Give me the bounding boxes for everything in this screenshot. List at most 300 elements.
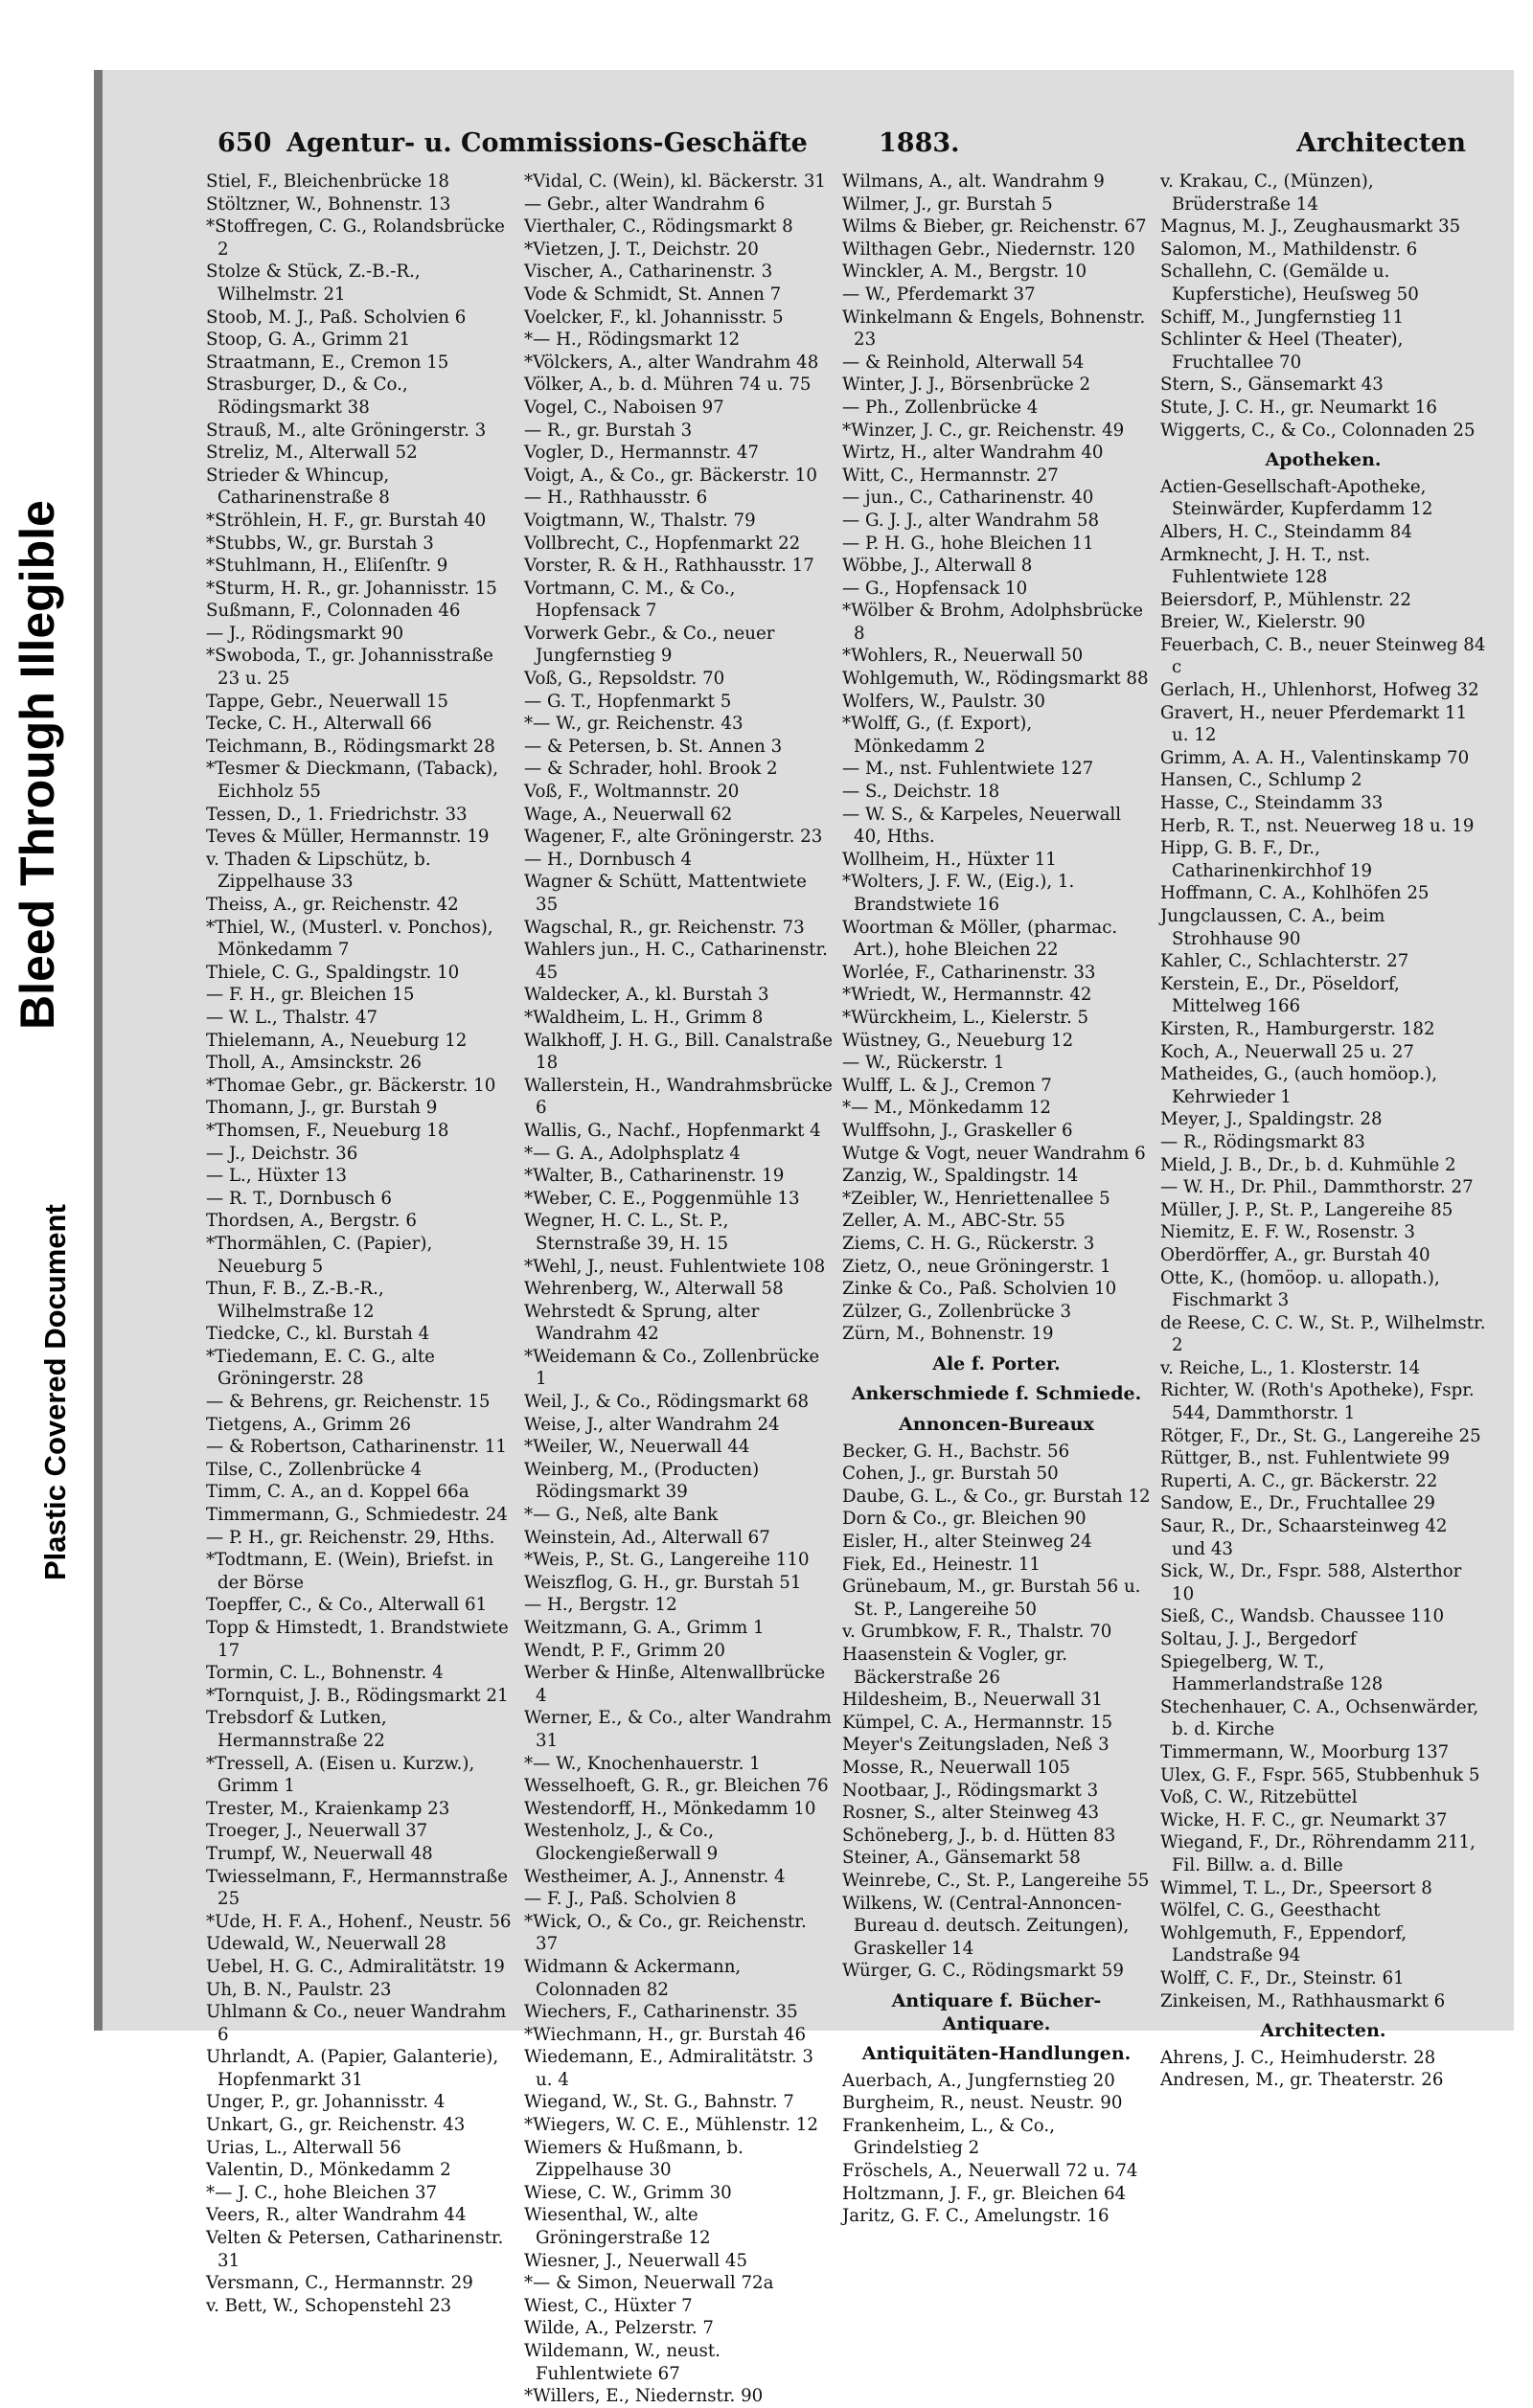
directory-entry: Sick, W., Dr., Fspr. 588, Alsterthor 10 — [1160, 1561, 1462, 1604]
directory-entry: Hipp, G. B. F., Dr., Catharinenkirchhof 19 — [1160, 838, 1373, 881]
directory-entry: Tecke, C. H., Alterwall 66 — [206, 714, 432, 735]
directory-entry: — W., Rückerstr. 1 — [842, 1053, 1005, 1074]
directory-entry: Stiel, F., Bleichenbrücke 18 — [206, 171, 449, 192]
directory-entry: — M., nst. Fuhlentwiete 127 — [842, 759, 1094, 780]
directory-entry: Teichmann, B., Rödingsmarkt 28 — [206, 736, 495, 757]
directory-entry: Oberdörffer, A., gr. Burstah 40 — [1160, 1244, 1430, 1265]
directory-entry: Frankenheim, L., & Co., Grindelstieg 2 — [842, 2115, 1055, 2159]
directory-entry: *Wick, O., & Co., gr. Reichenstr. 37 — [524, 1911, 807, 1955]
directory-entry: *Weiler, W., Neuerwall 44 — [524, 1437, 750, 1458]
directory-entry: — & Behrens, gr. Reichenstr. 15 — [206, 1392, 491, 1413]
directory-entry: Vode & Schmidt, St. Annen 7 — [524, 284, 782, 305]
directory-entry: Otte, K., (homöop. u. allopath.), Fischmarkt 3 — [1160, 1267, 1440, 1311]
directory-entry: Wildemann, W., neust. Fuhlentwiete 67 — [524, 2341, 721, 2384]
directory-entry: Stoop, G. A., Grimm 21 — [206, 329, 411, 351]
directory-entry: *— G. A., Adolphsplatz 4 — [524, 1143, 741, 1164]
directory-entry: Grimm, A. A. H., Valentinskamp 70 — [1160, 747, 1470, 768]
directory-entry: Wiest, C., Hüxter 7 — [524, 2295, 693, 2316]
directory-entry: *Wolters, J. F. W., (Eig.), 1. Brandstwiete 16 — [842, 872, 1075, 915]
directory-entry: *Wiechmann, H., gr. Burstah 46 — [524, 2024, 807, 2045]
running-title: Agentur- u. Commissions-Geschäfte — [286, 128, 808, 158]
directory-entry: *— W., gr. Reichenstr. 43 — [524, 714, 744, 735]
directory-entry: Unger, P., gr. Johannisstr. 4 — [206, 2092, 446, 2113]
directory-entry: — P. H. G., hohe Bleichen 11 — [842, 533, 1094, 554]
section-heading: Antiquare f. Bücher-Antiquare. — [891, 1989, 1102, 2034]
directory-entry: — F. H., gr. Bleichen 15 — [206, 985, 415, 1006]
directory-entry: Zürn, M., Bohnenstr. 19 — [842, 1324, 1054, 1345]
directory-entry: Voß, F., Woltmannstr. 20 — [524, 782, 740, 803]
directory-entry: Jaritz, G. F. C., Amelungstr. 16 — [842, 2206, 1110, 2227]
directory-entry: Voigt, A., & Co., gr. Bäckerstr. 10 — [524, 465, 817, 486]
directory-entry: Sußmann, F., Colonnaden 46 — [206, 601, 461, 622]
directory-entry: Hildesheim, B., Neuerwall 31 — [842, 1690, 1103, 1711]
directory-entry: Witt, C., Hermannstr. 27 — [842, 465, 1059, 486]
section-heading: Apotheken. — [1265, 449, 1382, 471]
directory-entry: Wilthagen Gebr., Niedernstr. 120 — [842, 239, 1135, 260]
directory-entry: Wulffsohn, J., Graskeller 6 — [842, 1120, 1073, 1141]
directory-entry: Streliz, M., Alterwall 52 — [206, 443, 418, 464]
directory-entry: Wulff, L. & J., Cremon 7 — [842, 1075, 1052, 1096]
directory-entry: Westenholz, J., & Co., Glockengießerwall 9 — [524, 1821, 719, 1864]
directory-entry: Voigtmann, W., Thalstr. 79 — [524, 510, 756, 531]
directory-entry: Werber & Hinße, Altenwallbrücke 4 — [524, 1663, 826, 1706]
directory-entry: Jungclaussen, C. A., beim Strohhause 90 — [1160, 906, 1385, 949]
directory-entry: Tormin, C. L., Bohnenstr. 4 — [206, 1663, 444, 1684]
directory-entry: Wiese, C. W., Grimm 30 — [524, 2182, 732, 2203]
directory-entry: — L., Hüxter 13 — [206, 1166, 347, 1187]
directory-entry: Spiegelberg, W. T., Hammerlandstraße 128 — [1160, 1651, 1384, 1695]
directory-entry: Hasse, C., Steindamm 33 — [1160, 793, 1384, 814]
directory-entry: *Weber, C. E., Poggenmühle 13 — [524, 1188, 800, 1209]
directory-page — [94, 70, 1514, 2407]
directory-entry: Strasburger, D., & Co., Rödingsmarkt 38 — [206, 375, 408, 418]
directory-entry: Meyer, J., Spaldingstr. 28 — [1160, 1109, 1383, 1130]
directory-entry: *— W., Knochenhauerstr. 1 — [524, 1753, 761, 1774]
directory-entry: Weiszflog, G. H., gr. Burstah 51 — [524, 1572, 802, 1593]
directory-entry: Dorn & Co., gr. Bleichen 90 — [842, 1509, 1087, 1530]
directory-entry: — R., Rödingsmarkt 83 — [1160, 1131, 1365, 1152]
directory-entry: Thordsen, A., Bergstr. 6 — [206, 1211, 417, 1232]
directory-entry: Veers, R., alter Wandrahm 44 — [206, 2205, 467, 2226]
directory-entry: — & Robertson, Catharinenstr. 11 — [206, 1437, 507, 1458]
section-heading: Ankerschmiede f. Schmiede. — [851, 1383, 1142, 1405]
directory-entry: Wilde, A., Pelzerstr. 7 — [524, 2318, 714, 2339]
directory-entry: — G. J. J., alter Wandrahm 58 — [842, 510, 1100, 531]
directory-entry: *Wiegers, W. C. E., Mühlenstr. 12 — [524, 2115, 818, 2136]
directory-entry: — J., Rödingsmarkt 90 — [206, 623, 404, 644]
directory-entry: — R., gr. Burstah 3 — [524, 420, 693, 441]
directory-entry: *Sturm, H. R., gr. Johannisstr. 15 — [206, 578, 497, 599]
directory-entry: Gravert, H., neuer Pferdemarkt 11 u. 12 — [1160, 702, 1468, 746]
directory-entry: Rötger, F., Dr., St. G., Langereihe 25 — [1160, 1425, 1481, 1446]
directory-entry: Burgheim, R., neust. Neustr. 90 — [842, 2093, 1123, 2114]
directory-entry: Vogel, C., Naboisen 97 — [524, 397, 724, 418]
directory-entry: Twiesselmann, F., Hermannstraße 25 — [206, 1866, 509, 1910]
column-2 — [524, 170, 833, 2408]
directory-entry: Wiegand, F., Dr., Röhrendamm 211, Fil. Billw. a. d. Bille — [1160, 1832, 1476, 1875]
directory-entry: *Thomae Gebr., gr. Bäckerstr. 10 — [206, 1075, 496, 1096]
directory-entry: Matheides, G., (auch homöop.), Kehrwieder 1 — [1160, 1064, 1438, 1107]
directory-entry: Rüttger, B., nst. Fuhlentwiete 99 — [1160, 1448, 1451, 1469]
directory-entry: — jun., C., Catharinenstr. 40 — [842, 488, 1094, 509]
directory-entry: Woortman & Möller, (pharmac. Art.), hohe Bleichen 22 — [842, 917, 1118, 961]
directory-entry: — S., Deichstr. 18 — [842, 782, 1000, 803]
directory-entry: Auerbach, A., Jungfernstieg 20 — [842, 2070, 1115, 2091]
directory-entry: Armknecht, J. H. T., nst. Fuhlentwiete 128 — [1160, 544, 1371, 588]
directory-entry: Thielemann, A., Neueburg 12 — [206, 1030, 468, 1051]
directory-entry: Stöltzner, W., Bohnenstr. 13 — [206, 193, 451, 215]
directory-entry: Topp & Himstedt, 1. Brandstwiete 17 — [206, 1618, 509, 1661]
directory-entry: — W. H., Dr. Phil., Dammthorstr. 27 — [1160, 1177, 1474, 1198]
directory-entry: *Ströhlein, H. F., gr. Burstah 40 — [206, 510, 487, 531]
directory-entry: Zülzer, G., Zollenbrücke 3 — [842, 1301, 1072, 1322]
directory-entry: Wallis, G., Nachf., Hopfenmarkt 4 — [524, 1120, 821, 1141]
directory-entry: Voß, G., Repsoldstr. 70 — [524, 669, 725, 690]
directory-entry: *Stuhlmann, H., Eliſenſtr. 9 — [206, 556, 448, 577]
directory-entry: Wirtz, H., alter Wandrahm 40 — [842, 443, 1104, 464]
directory-entry: Sieß, C., Wandsb. Chaussee 110 — [1160, 1606, 1445, 1627]
directory-entry: Unkart, G., gr. Reichenstr. 43 — [206, 2115, 466, 2136]
directory-entry: *Weis, P., St. G., Langereihe 110 — [524, 1550, 810, 1571]
directory-entry: *Tressell, A. (Eisen u. Kurzw.), Grimm 1 — [206, 1753, 475, 1797]
section-title: Architecten — [1296, 128, 1466, 158]
directory-entry: Zietz, O., neue Gröningerstr. 1 — [842, 1256, 1111, 1277]
directory-entry: Uhrlandt, A. (Papier, Galanterie), Hopfenmarkt 31 — [206, 2047, 499, 2090]
directory-entry: Waldecker, A., kl. Burstah 3 — [524, 985, 769, 1006]
directory-entry: Daube, G. L., & Co., gr. Burstah 12 — [842, 1486, 1151, 1507]
directory-entry: Weinberg, M., (Producten) Rödingsmarkt 39 — [524, 1459, 760, 1503]
section-heading: Ale f. Porter. — [932, 1352, 1061, 1374]
directory-entry: Wilkens, W. (Central-Annoncen-Bureau d. deutsch. Zeitungen), Graskeller 14 — [842, 1893, 1130, 1959]
directory-entry: v. Thaden & Lipschütz, b. Zippelhause 33 — [206, 849, 431, 893]
directory-entry: Ruperti, A. C., gr. Bäckerstr. 22 — [1160, 1470, 1438, 1491]
directory-entry: Toepffer, C., & Co., Alterwall 61 — [206, 1595, 488, 1616]
directory-entry: *— G., Neß, alte Bank — [524, 1505, 719, 1526]
directory-entry: Zanzig, W., Spaldingstr. 14 — [842, 1166, 1079, 1187]
directory-entry: Urias, L., Alterwall 56 — [206, 2137, 401, 2158]
directory-entry: Strauß, M., alte Gröningerstr. 3 — [206, 420, 487, 441]
directory-entry: *Vidal, C. (Wein), kl. Bäckerstr. 31 — [524, 171, 826, 192]
directory-entry: *Thiel, W., (Musterl. v. Ponchos), Mönkedamm 7 — [206, 917, 493, 961]
directory-entry: Wutge & Vogt, neuer Wandrahm 6 — [842, 1143, 1146, 1164]
directory-entry: — G., Hopfensack 10 — [842, 578, 1028, 599]
directory-entry: Winkelmann & Engels, Bohnenstr. 23 — [842, 307, 1146, 351]
directory-entry: Wiegand, W., St. G., Bahnstr. 7 — [524, 2092, 794, 2113]
directory-entry: *Thormählen, C. (Papier), Neueburg 5 — [206, 1233, 433, 1277]
year: 1883. — [879, 128, 960, 158]
directory-entry: Zinke & Co., Paß. Scholvien 10 — [842, 1279, 1117, 1300]
directory-entry: Ulex, G. F., Fspr. 565, Stubbenhuk 5 — [1160, 1764, 1480, 1785]
directory-entry: *Ude, H. F. A., Hohenf., Neustr. 56 — [206, 1911, 512, 1932]
directory-entry: Magnus, M. J., Zeughausmarkt 35 — [1160, 216, 1461, 238]
directory-entry: *— J. C., hohe Bleichen 37 — [206, 2182, 438, 2203]
directory-entry: Wilms & Bieber, gr. Reichenstr. 67 — [842, 216, 1147, 238]
directory-entry: Wollheim, H., Hüxter 11 — [842, 849, 1057, 870]
directory-entry: Hoffmann, C. A., Kohlhöfen 25 — [1160, 883, 1430, 904]
directory-entry: Trebsdorf & Lutken, Hermannstraße 22 — [206, 1708, 387, 1751]
directory-entry: Trester, M., Kraienkamp 23 — [206, 1798, 450, 1819]
plastic-covered-label: Plastic Covered Document — [38, 1204, 72, 1580]
directory-entry: *Zeibler, W., Henriettenallee 5 — [842, 1188, 1110, 1209]
scan-label-strip — [0, 0, 96, 2085]
column-1 — [206, 170, 515, 2317]
directory-entry: *Weidemann & Co., Zollenbrücke 1 — [524, 1346, 820, 1390]
directory-entry: Werner, E., & Co., alter Wandrahm 31 — [524, 1708, 832, 1751]
directory-entry: Thomann, J., gr. Burstah 9 — [206, 1098, 438, 1119]
directory-entry: v. Krakau, C., (Münzen), Brüderstraße 14 — [1160, 171, 1374, 215]
directory-entry: *Swoboda, T., gr. Johannisstraße 23 u. 25 — [206, 646, 493, 690]
directory-entry: *Tiedemann, E. C. G., alte Gröningerstr. 28 — [206, 1346, 435, 1390]
directory-entry: Trumpf, W., Neuerwall 48 — [206, 1843, 433, 1864]
directory-entry: Cohen, J., gr. Burstah 50 — [842, 1464, 1059, 1485]
directory-entry: Voß, C. W., Ritzebüttel — [1160, 1787, 1358, 1808]
directory-entry: Westheimer, A. J., Annenstr. 4 — [524, 1866, 786, 1887]
directory-entry: Fröschels, A., Neuerwall 72 u. 74 — [842, 2161, 1138, 2182]
directory-entry: Völker, A., b. d. Mühren 74 u. 75 — [524, 375, 812, 396]
directory-entry: Wagschal, R., gr. Reichenstr. 73 — [524, 917, 805, 938]
directory-entry: Vierthaler, C., Rödingsmarkt 8 — [524, 216, 793, 238]
directory-entry: Tholl, A., Amsinckstr. 26 — [206, 1053, 422, 1074]
directory-entry: Schlinter & Heel (Theater), Fruchtallee 70 — [1160, 329, 1404, 373]
directory-entry: Sandow, E., Dr., Fruchtallee 29 — [1160, 1493, 1435, 1514]
directory-entry: Beiersdorf, P., Mühlenstr. 22 — [1160, 589, 1411, 610]
directory-entry: Niemitz, E. F. W., Rosenstr. 3 — [1160, 1222, 1415, 1243]
directory-entry: Wimmel, T. L., Dr., Speersort 8 — [1160, 1877, 1432, 1898]
directory-entry: Tappe, Gebr., Neuerwall 15 — [206, 691, 448, 712]
directory-entry: Holtzmann, J. F., gr. Bleichen 64 — [842, 2183, 1127, 2204]
directory-entry: Tilse, C., Zollenbrücke 4 — [206, 1459, 423, 1480]
directory-entry: Wilmer, J., gr. Burstah 5 — [842, 193, 1053, 215]
directory-entry: Müller, J. P., St. P., Langereihe 85 — [1160, 1199, 1453, 1220]
directory-entry: Uhlmann & Co., neuer Wandrahm 6 — [206, 2002, 507, 2045]
directory-entry: *Willers, E., Niedernstr. 90 — [524, 2386, 764, 2407]
directory-entry: Gerlach, H., Uhlenhorst, Hofweg 32 — [1160, 680, 1479, 701]
directory-entry: *Wriedt, W., Hermannstr. 42 — [842, 985, 1092, 1006]
directory-entry: Wolff, C. F., Dr., Steinstr. 61 — [1160, 1967, 1405, 1988]
directory-entry: Grünebaum, M., gr. Burstah 56 u. St. P., Langereihe 50 — [842, 1577, 1141, 1620]
directory-entry: v. Reiche, L., 1. Klosterstr. 14 — [1160, 1357, 1421, 1378]
directory-entry: Wahlers jun., H. C., Catharinenstr. 45 — [524, 940, 828, 983]
directory-entry: Fiek, Ed., Heinestr. 11 — [842, 1554, 1041, 1575]
directory-entry: Wolfers, W., Paulstr. 30 — [842, 691, 1046, 712]
directory-entry: Timmermann, W., Moorburg 137 — [1160, 1741, 1450, 1762]
directory-entry: Nootbaar, J., Rödingsmarkt 3 — [842, 1780, 1099, 1801]
directory-entry: v. Bett, W., Schopenstehl 23 — [206, 2295, 452, 2316]
directory-entry: Wicke, H. F. C., gr. Neumarkt 37 — [1160, 1809, 1448, 1830]
directory-entry: Weinstein, Ad., Alterwall 67 — [524, 1527, 770, 1548]
section-heading: Antiquitäten-Handlungen. — [861, 2043, 1132, 2065]
directory-entry: Stern, S., Gänsemarkt 43 — [1160, 375, 1384, 396]
directory-entry: Tietgens, A., Grimm 26 — [206, 1414, 411, 1435]
directory-entry: Vorster, R. & H., Rathhausstr. 17 — [524, 556, 814, 577]
directory-entry: Thun, F. B., Z.-B.-R., Wilhelmstraße 12 — [206, 1279, 384, 1322]
directory-entry: — P. H., gr. Reichenstr. 29, Hths. — [206, 1527, 495, 1548]
directory-entry: Weinrebe, C., St. P., Langereihe 55 — [842, 1870, 1150, 1891]
directory-entry: Würger, G. C., Rödingsmarkt 59 — [842, 1961, 1124, 1982]
directory-entry: Weil, J., & Co., Rödingsmarkt 68 — [524, 1392, 810, 1413]
directory-entry: Teves & Müller, Hermannstr. 19 — [206, 827, 490, 848]
directory-entry: Mield, J. B., Dr., b. d. Kuhmühle 2 — [1160, 1154, 1456, 1175]
directory-entry: Eisler, H., alter Steinweg 24 — [842, 1532, 1092, 1553]
directory-entry: Wilmans, A., alt. Wandrahm 9 — [842, 171, 1105, 192]
directory-entry: Andresen, M., gr. Theaterstr. 26 — [1160, 2070, 1444, 2091]
directory-entry: Timm, C. A., an d. Koppel 66a — [206, 1482, 469, 1503]
directory-entry: Wöbbe, J., Alterwall 8 — [842, 556, 1033, 577]
directory-entry: Salomon, M., Mathildenstr. 6 — [1160, 239, 1418, 260]
directory-entry: *Waldheim, L. H., Grimm 8 — [524, 1007, 764, 1028]
directory-entry: — & Reinhold, Alterwall 54 — [842, 352, 1085, 373]
directory-entry: — W., Pferdemarkt 37 — [842, 284, 1036, 305]
directory-entry: Soltau, J. J., Bergedorf — [1160, 1629, 1357, 1649]
directory-entry: Velten & Petersen, Catharinenstr. 31 — [206, 2228, 504, 2271]
directory-entry: Ziems, C. H. G., Rückerstr. 3 — [842, 1233, 1095, 1254]
directory-entry: Herb, R. T., nst. Neuerweg 18 u. 19 — [1160, 815, 1475, 836]
directory-entry: Haasenstein & Vogler, gr. Bäckerstraße 26 — [842, 1645, 1068, 1688]
directory-entry: Weitzmann, G. A., Grimm 1 — [524, 1618, 765, 1638]
directory-entry: Stechenhauer, C. A., Ochsenwärder, b. d. Kirche — [1160, 1696, 1479, 1740]
page-header — [217, 128, 1466, 167]
directory-entry: Wehrstedt & Sprung, alter Wandrahm 42 — [524, 1301, 760, 1345]
directory-entry: Wegner, H. C. L., St. P., Sternstraße 39, H. 15 — [524, 1211, 729, 1254]
directory-entry: Wendt, P. F., Grimm 20 — [524, 1640, 725, 1661]
directory-entry: v. Grumbkow, F. R., Thalstr. 70 — [842, 1622, 1112, 1643]
directory-entry: Wohlgemuth, W., Rödingsmarkt 88 — [842, 669, 1149, 690]
directory-entry: Vorwerk Gebr., & Co., neuer Jungfernstieg 9 — [524, 623, 775, 667]
directory-entry: Wesselhoeft, G. R., gr. Bleichen 76 — [524, 1776, 829, 1797]
directory-entry: Steiner, A., Gänsemarkt 58 — [842, 1848, 1081, 1869]
directory-entry: Meyer's Zeitungsladen, Neß 3 — [842, 1735, 1110, 1756]
directory-entry: *Tornquist, J. B., Rödingsmarkt 21 — [206, 1685, 509, 1706]
column-3 — [842, 170, 1151, 2228]
directory-entry: — J., Deichstr. 36 — [206, 1143, 358, 1164]
directory-entry: *Völckers, A., alter Wandrahm 48 — [524, 352, 819, 373]
directory-entry: Kahler, C., Schlachterstr. 27 — [1160, 951, 1409, 972]
directory-entry: — Ph., Zollenbrücke 4 — [842, 397, 1039, 418]
directory-entry: Uebel, H. G. C., Admiralitätstr. 19 — [206, 1956, 505, 1977]
directory-entry: Straatmann, E., Cremon 15 — [206, 352, 449, 373]
directory-entry: *Würckheim, L., Kielerstr. 5 — [842, 1007, 1089, 1028]
directory-entry: Stoob, M. J., Paß. Scholvien 6 — [206, 307, 467, 328]
directory-entry: Wage, A., Neuerwall 62 — [524, 804, 733, 825]
directory-entry: Tessen, D., 1. Friedrichstr. 33 — [206, 804, 468, 825]
directory-entry: — & Schrader, hohl. Brook 2 — [524, 759, 778, 780]
directory-entry: *— & Simon, Neuerwall 72a — [524, 2273, 774, 2294]
directory-entry: *Winzer, J. C., gr. Reichenstr. 49 — [842, 420, 1125, 441]
directory-entry: Vogler, D., Hermannstr. 47 — [524, 443, 760, 464]
directory-entry: Uh, B. N., Paulstr. 23 — [206, 1979, 392, 2000]
directory-entry: Thiele, C. G., Spaldingstr. 10 — [206, 962, 460, 983]
directory-entry: — H., Bergstr. 12 — [524, 1595, 677, 1616]
directory-entry: Troeger, J., Neuerwall 37 — [206, 1821, 428, 1842]
directory-entry: *Wehl, J., neust. Fuhlentwiete 108 — [524, 1256, 826, 1277]
directory-entry: Winter, J. J., Börsenbrücke 2 — [842, 375, 1091, 396]
directory-entry: Vollbrecht, C., Hopfenmarkt 22 — [524, 533, 801, 554]
directory-entry: Versmann, C., Hermannstr. 29 — [206, 2273, 473, 2294]
directory-entry: Schiff, M., Jungfernstieg 11 — [1160, 307, 1405, 328]
directory-entry: — W. L., Thalstr. 47 — [206, 1007, 378, 1028]
directory-entry: *Thomsen, F., Neueburg 18 — [206, 1120, 449, 1141]
section-heading: Architecten. — [1260, 2020, 1386, 2042]
directory-entry: Vortmann, C. M., & Co., Hopfensack 7 — [524, 578, 736, 622]
directory-entry: Wiesner, J., Neuerwall 45 — [524, 2250, 748, 2271]
column-4 — [1160, 170, 1486, 2092]
directory-entry: Rosner, S., alter Steinweg 43 — [842, 1803, 1100, 1824]
directory-entry: Wiesenthal, W., alte Gröningerstraße 12 — [524, 2205, 711, 2249]
directory-entry: Zinkeisen, M., Rathhausmarkt 6 — [1160, 1990, 1446, 2011]
directory-entry: *— H., Rödingsmarkt 12 — [524, 329, 741, 351]
directory-entry: Wiechers, F., Catharinenstr. 35 — [524, 2002, 798, 2023]
directory-entry: *Stubbs, W., gr. Burstah 3 — [206, 533, 434, 554]
directory-entry: — W. S., & Karpeles, Neuerwall 40, Hths. — [842, 804, 1122, 848]
directory-entry: Wölfel, C. G., Geesthacht — [1160, 1900, 1381, 1921]
directory-entry: Breier, W., Kielerstr. 90 — [1160, 612, 1366, 633]
directory-entry: Worlée, F., Catharinenstr. 33 — [842, 962, 1096, 983]
directory-entry: Kümpel, C. A., Hermannstr. 15 — [842, 1712, 1113, 1733]
directory-entry: — H., Rathhausstr. 6 — [524, 488, 708, 509]
directory-entry: Actien-Gesellschaft-Apotheke, Steinwärder, Kupferdamm 12 — [1160, 476, 1433, 520]
directory-entry: Theiss, A., gr. Reichenstr. 42 — [206, 895, 459, 915]
directory-entry: Richter, W. (Roth's Apotheke), Fspr. 544, Dammthorstr. 1 — [1160, 1380, 1475, 1424]
directory-entry: *Vietzen, J. T., Deichstr. 20 — [524, 239, 759, 260]
directory-entry: Timmermann, G., Schmiedestr. 24 — [206, 1505, 508, 1526]
directory-entry: *Tesmer & Dieckmann, (Taback), Eichholz 55 — [206, 759, 499, 803]
directory-entry: Wohlgemuth, F., Eppendorf, Landstraße 94 — [1160, 1922, 1407, 1966]
directory-entry: Kirsten, R., Hamburgerstr. 182 — [1160, 1018, 1435, 1039]
directory-entry: Feuerbach, C. B., neuer Steinweg 84 c — [1160, 634, 1486, 678]
directory-entry: *Wölber & Brohm, Adolphsbrücke 8 — [842, 601, 1143, 644]
directory-entry: Albers, H. C., Steindamm 84 — [1160, 521, 1412, 542]
directory-entry: Strieder & Whincup, Catharinenstraße 8 — [206, 465, 390, 509]
directory-entry: Ahrens, J. C., Heimhuderstr. 28 — [1160, 2047, 1436, 2068]
directory-entry: Koch, A., Neuerwall 25 u. 27 — [1160, 1041, 1415, 1062]
directory-entry: Wehrenberg, W., Alterwall 58 — [524, 1279, 784, 1300]
directory-entry: Tiedcke, C., kl. Burstah 4 — [206, 1324, 430, 1345]
directory-entry: — Gebr., alter Wandrahm 6 — [524, 193, 766, 215]
directory-entry: Wiggerts, C., & Co., Colonnaden 25 — [1160, 420, 1476, 441]
directory-entry: Wagener, F., alte Gröningerstr. 23 — [524, 827, 823, 848]
directory-entry: *Wohlers, R., Neuerwall 50 — [842, 646, 1084, 667]
directory-entry: Weise, J., alter Wandrahm 24 — [524, 1414, 780, 1435]
directory-entry: Vischer, A., Catharinenstr. 3 — [524, 261, 773, 283]
directory-entry: — H., Dornbusch 4 — [524, 849, 693, 870]
directory-entry: Widmann & Ackermann, Colonnaden 82 — [524, 1956, 742, 2000]
directory-entry: Winckler, A. M., Bergstr. 10 — [842, 261, 1087, 283]
bleed-through-label: Bleed Through Illegible — [11, 500, 64, 1030]
directory-entry: Wagner & Schütt, Mattentwiete 35 — [524, 872, 807, 915]
directory-entry: Schallehn, C. (Gemälde u. Kupferstiche), Heuſsweg 50 — [1160, 261, 1419, 305]
directory-entry: Becker, G. H., Bachstr. 56 — [842, 1441, 1070, 1462]
directory-entry: *Stoffregen, C. G., Rolandsbrücke 2 — [206, 216, 505, 260]
directory-entry: Westendorff, H., Mönkedamm 10 — [524, 1798, 816, 1819]
directory-entry: *Todtmann, E. (Wein), Briefst. in der Börse — [206, 1550, 493, 1593]
directory-entry: de Reese, C. C. W., St. P., Wilhelmstr. 2 — [1160, 1312, 1486, 1356]
directory-entry: — & Petersen, b. St. Annen 3 — [524, 736, 783, 757]
section-heading: Annoncen-Bureaux — [899, 1414, 1094, 1436]
directory-entry: Saur, R., Dr., Schaarsteinweg 42 und 43 — [1160, 1516, 1448, 1559]
directory-entry: Wallerstein, H., Wandrahmsbrücke 6 — [524, 1075, 833, 1119]
directory-entry: *Wolff, G., (f. Export), Mönkedamm 2 — [842, 714, 1033, 757]
directory-entry: Stolze & Stück, Z.-B.-R., Wilhelmstr. 21 — [206, 261, 421, 305]
directory-entry: Schöneberg, J., b. d. Hütten 83 — [842, 1825, 1116, 1846]
directory-entry: Wiedemann, E., Admiralitätstr. 3 u. 4 — [524, 2047, 814, 2090]
directory-entry: Udewald, W., Neuerwall 28 — [206, 1934, 446, 1955]
directory-entry: Mosse, R., Neuerwall 105 — [842, 1757, 1070, 1778]
directory-entry: — F. J., Paß. Scholvien 8 — [524, 1889, 737, 1910]
directory-entry: — R. T., Dornbusch 6 — [206, 1188, 392, 1209]
directory-entry: Stute, J. C. H., gr. Neumarkt 16 — [1160, 397, 1437, 418]
directory-entry: Walkhoff, J. H. G., Bill. Canalstraße 18 — [524, 1030, 833, 1074]
directory-entry: — G. T., Hopfenmarkt 5 — [524, 691, 732, 712]
